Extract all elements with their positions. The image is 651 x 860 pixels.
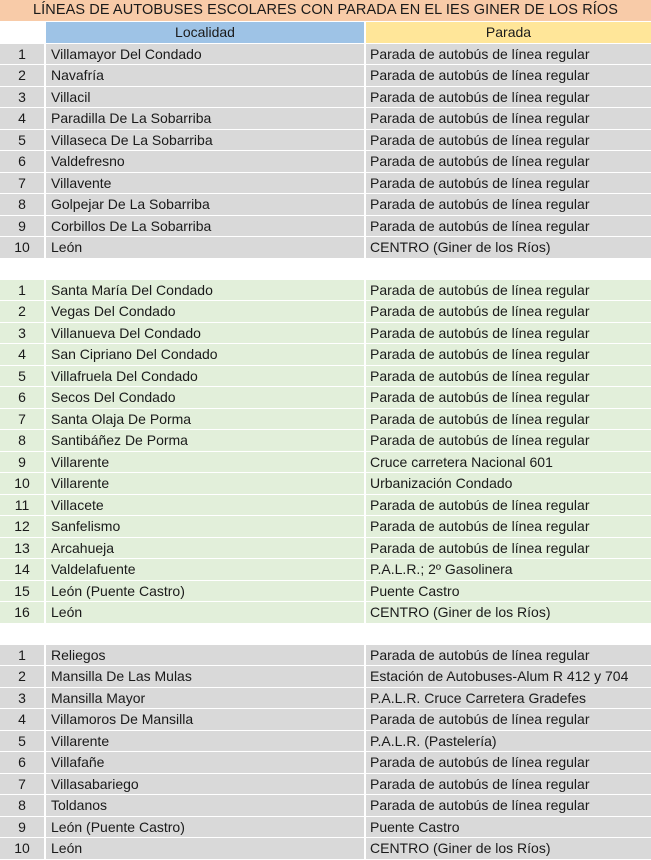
row-number: 6 <box>0 151 46 173</box>
table-row <box>0 774 651 796</box>
row-number: 3 <box>0 323 46 345</box>
table-row <box>0 87 651 109</box>
table-row <box>0 387 651 409</box>
table-row <box>0 645 651 667</box>
row-localidad: Secos Del Condado <box>46 387 366 409</box>
row-parada: Cruce carretera Nacional 601 <box>366 452 651 474</box>
header-parada: Parada <box>366 22 651 44</box>
table-row <box>0 323 651 345</box>
row-parada: Estación de Autobuses-Alum R 412 y 704 <box>366 666 651 688</box>
row-number: 16 <box>0 602 46 624</box>
row-parada: Parada de autobús de línea regular <box>366 173 651 195</box>
row-number: 8 <box>0 795 46 817</box>
row-parada: Parada de autobús de línea regular <box>366 409 651 431</box>
row-localidad: Mansilla Mayor <box>46 688 366 710</box>
row-parada: Parada de autobús de línea regular <box>366 301 651 323</box>
row-localidad: León <box>46 838 366 860</box>
row-localidad: Corbillos De La Sobarriba <box>46 216 366 238</box>
row-number: 4 <box>0 108 46 130</box>
row-parada: Parada de autobús de línea regular <box>366 795 651 817</box>
table-row <box>0 473 651 495</box>
row-number: 6 <box>0 752 46 774</box>
row-localidad: Villavente <box>46 173 366 195</box>
table-row <box>0 430 651 452</box>
row-number: 5 <box>0 731 46 753</box>
row-number: 6 <box>0 387 46 409</box>
row-number: 11 <box>0 495 46 517</box>
row-parada: Parada de autobús de línea regular <box>366 344 651 366</box>
row-parada: Parada de autobús de línea regular <box>366 151 651 173</box>
row-parada: Parada de autobús de línea regular <box>366 194 651 216</box>
row-number: 1 <box>0 645 46 667</box>
row-number: 9 <box>0 452 46 474</box>
row-parada: Parada de autobús de línea regular <box>366 709 651 731</box>
row-number: 5 <box>0 366 46 388</box>
row-number: 2 <box>0 65 46 87</box>
row-number: 3 <box>0 688 46 710</box>
row-parada: Parada de autobús de línea regular <box>366 387 651 409</box>
row-parada: Parada de autobús de línea regular <box>366 280 651 302</box>
table-row <box>0 130 651 152</box>
table-row <box>0 495 651 517</box>
row-localidad: Villarente <box>46 731 366 753</box>
row-parada: CENTRO (Giner de los Ríos) <box>366 838 651 860</box>
row-parada: Parada de autobús de línea regular <box>366 495 651 517</box>
row-parada: P.A.L.R.; 2º Gasolinera <box>366 559 651 581</box>
row-number: 9 <box>0 817 46 839</box>
row-parada: Parada de autobús de línea regular <box>366 87 651 109</box>
row-localidad: Paradilla De La Sobarriba <box>46 108 366 130</box>
table-row <box>0 44 651 66</box>
table-row <box>0 409 651 431</box>
row-parada: Parada de autobús de línea regular <box>366 65 651 87</box>
row-parada: Parada de autobús de línea regular <box>366 430 651 452</box>
row-parada: P.A.L.R. Cruce Carretera Gradefes <box>366 688 651 710</box>
row-number: 8 <box>0 430 46 452</box>
row-localidad: Villamoros De Mansilla <box>46 709 366 731</box>
row-parada: Parada de autobús de línea regular <box>366 216 651 238</box>
row-number: 8 <box>0 194 46 216</box>
row-parada: CENTRO (Giner de los Ríos) <box>366 237 651 259</box>
row-parada: Parada de autobús de línea regular <box>366 44 651 66</box>
row-localidad: Villamayor Del Condado <box>46 44 366 66</box>
route-groups <box>0 44 651 860</box>
table-row <box>0 709 651 731</box>
table-row <box>0 666 651 688</box>
row-number: 12 <box>0 516 46 538</box>
table-row <box>0 344 651 366</box>
row-localidad: León <box>46 237 366 259</box>
row-number: 7 <box>0 409 46 431</box>
table-row <box>0 237 651 259</box>
row-localidad: Valdelafuente <box>46 559 366 581</box>
row-localidad: Villacil <box>46 87 366 109</box>
table-row <box>0 108 651 130</box>
table-row <box>0 151 651 173</box>
row-number: 1 <box>0 44 46 66</box>
row-parada: Parada de autobús de línea regular <box>366 538 651 560</box>
row-localidad: Villarente <box>46 473 366 495</box>
row-parada: Parada de autobús de línea regular <box>366 366 651 388</box>
table-row <box>0 516 651 538</box>
group-spacer <box>0 259 651 280</box>
row-localidad: Villafañe <box>46 752 366 774</box>
row-localidad: Navafría <box>46 65 366 87</box>
table-row <box>0 280 651 302</box>
row-number: 4 <box>0 709 46 731</box>
row-localidad: Santa María Del Condado <box>46 280 366 302</box>
row-localidad: Golpejar De La Sobarriba <box>46 194 366 216</box>
row-parada: Urbanización Condado <box>366 473 651 495</box>
table-row <box>0 731 651 753</box>
row-parada: Parada de autobús de línea regular <box>366 323 651 345</box>
row-parada: Parada de autobús de línea regular <box>366 645 651 667</box>
row-number: 7 <box>0 774 46 796</box>
row-number: 1 <box>0 280 46 302</box>
row-number: 5 <box>0 130 46 152</box>
row-localidad: Villarente <box>46 452 366 474</box>
row-localidad: Villacete <box>46 495 366 517</box>
row-parada: Parada de autobús de línea regular <box>366 774 651 796</box>
row-localidad: San Cipriano Del Condado <box>46 344 366 366</box>
row-number: 15 <box>0 581 46 603</box>
row-number: 7 <box>0 173 46 195</box>
row-parada: Parada de autobús de línea regular <box>366 516 651 538</box>
table-row <box>0 301 651 323</box>
row-parada: Parada de autobús de línea regular <box>366 130 651 152</box>
row-localidad: Toldanos <box>46 795 366 817</box>
row-localidad: Sanfelismo <box>46 516 366 538</box>
row-parada: Parada de autobús de línea regular <box>366 108 651 130</box>
header-number-cell <box>0 22 46 44</box>
table-row <box>0 366 651 388</box>
row-number: 9 <box>0 216 46 238</box>
row-parada: Puente Castro <box>366 817 651 839</box>
table-row <box>0 452 651 474</box>
row-localidad: Santibáñez De Porma <box>46 430 366 452</box>
row-localidad: León <box>46 602 366 624</box>
page-title: LÍNEAS DE AUTOBUSES ESCOLARES CON PARADA EN EL IES GINER DE LOS RÍOS <box>0 0 651 22</box>
row-localidad: Vegas Del Condado <box>46 301 366 323</box>
row-localidad: Valdefresno <box>46 151 366 173</box>
row-localidad: Reliegos <box>46 645 366 667</box>
header-row <box>0 22 651 44</box>
row-parada: Puente Castro <box>366 581 651 603</box>
table-row <box>0 538 651 560</box>
row-number: 10 <box>0 838 46 860</box>
row-number: 10 <box>0 237 46 259</box>
row-localidad: Villanueva Del Condado <box>46 323 366 345</box>
table-row <box>0 559 651 581</box>
table-row <box>0 838 651 860</box>
row-localidad: León (Puente Castro) <box>46 817 366 839</box>
row-number: 2 <box>0 666 46 688</box>
row-localidad: Mansilla De Las Mulas <box>46 666 366 688</box>
row-number: 2 <box>0 301 46 323</box>
row-parada: P.A.L.R. (Pastelería) <box>366 731 651 753</box>
row-number: 3 <box>0 87 46 109</box>
header-localidad: Localidad <box>46 22 366 44</box>
row-parada: Parada de autobús de línea regular <box>366 752 651 774</box>
table-row <box>0 173 651 195</box>
table-row <box>0 216 651 238</box>
row-parada: CENTRO (Giner de los Ríos) <box>366 602 651 624</box>
group-spacer <box>0 624 651 645</box>
row-localidad: Arcahueja <box>46 538 366 560</box>
row-number: 4 <box>0 344 46 366</box>
table-row <box>0 194 651 216</box>
table-row <box>0 581 651 603</box>
row-number: 14 <box>0 559 46 581</box>
table-row <box>0 752 651 774</box>
row-number: 13 <box>0 538 46 560</box>
row-localidad: Villaseca De La Sobarriba <box>46 130 366 152</box>
row-number: 10 <box>0 473 46 495</box>
table-row <box>0 65 651 87</box>
table-row <box>0 688 651 710</box>
row-localidad: León (Puente Castro) <box>46 581 366 603</box>
row-localidad: Villafruela Del Condado <box>46 366 366 388</box>
row-localidad: Santa Olaja De Porma <box>46 409 366 431</box>
table-row <box>0 817 651 839</box>
table-row <box>0 602 651 624</box>
row-localidad: Villasabariego <box>46 774 366 796</box>
table-row <box>0 795 651 817</box>
